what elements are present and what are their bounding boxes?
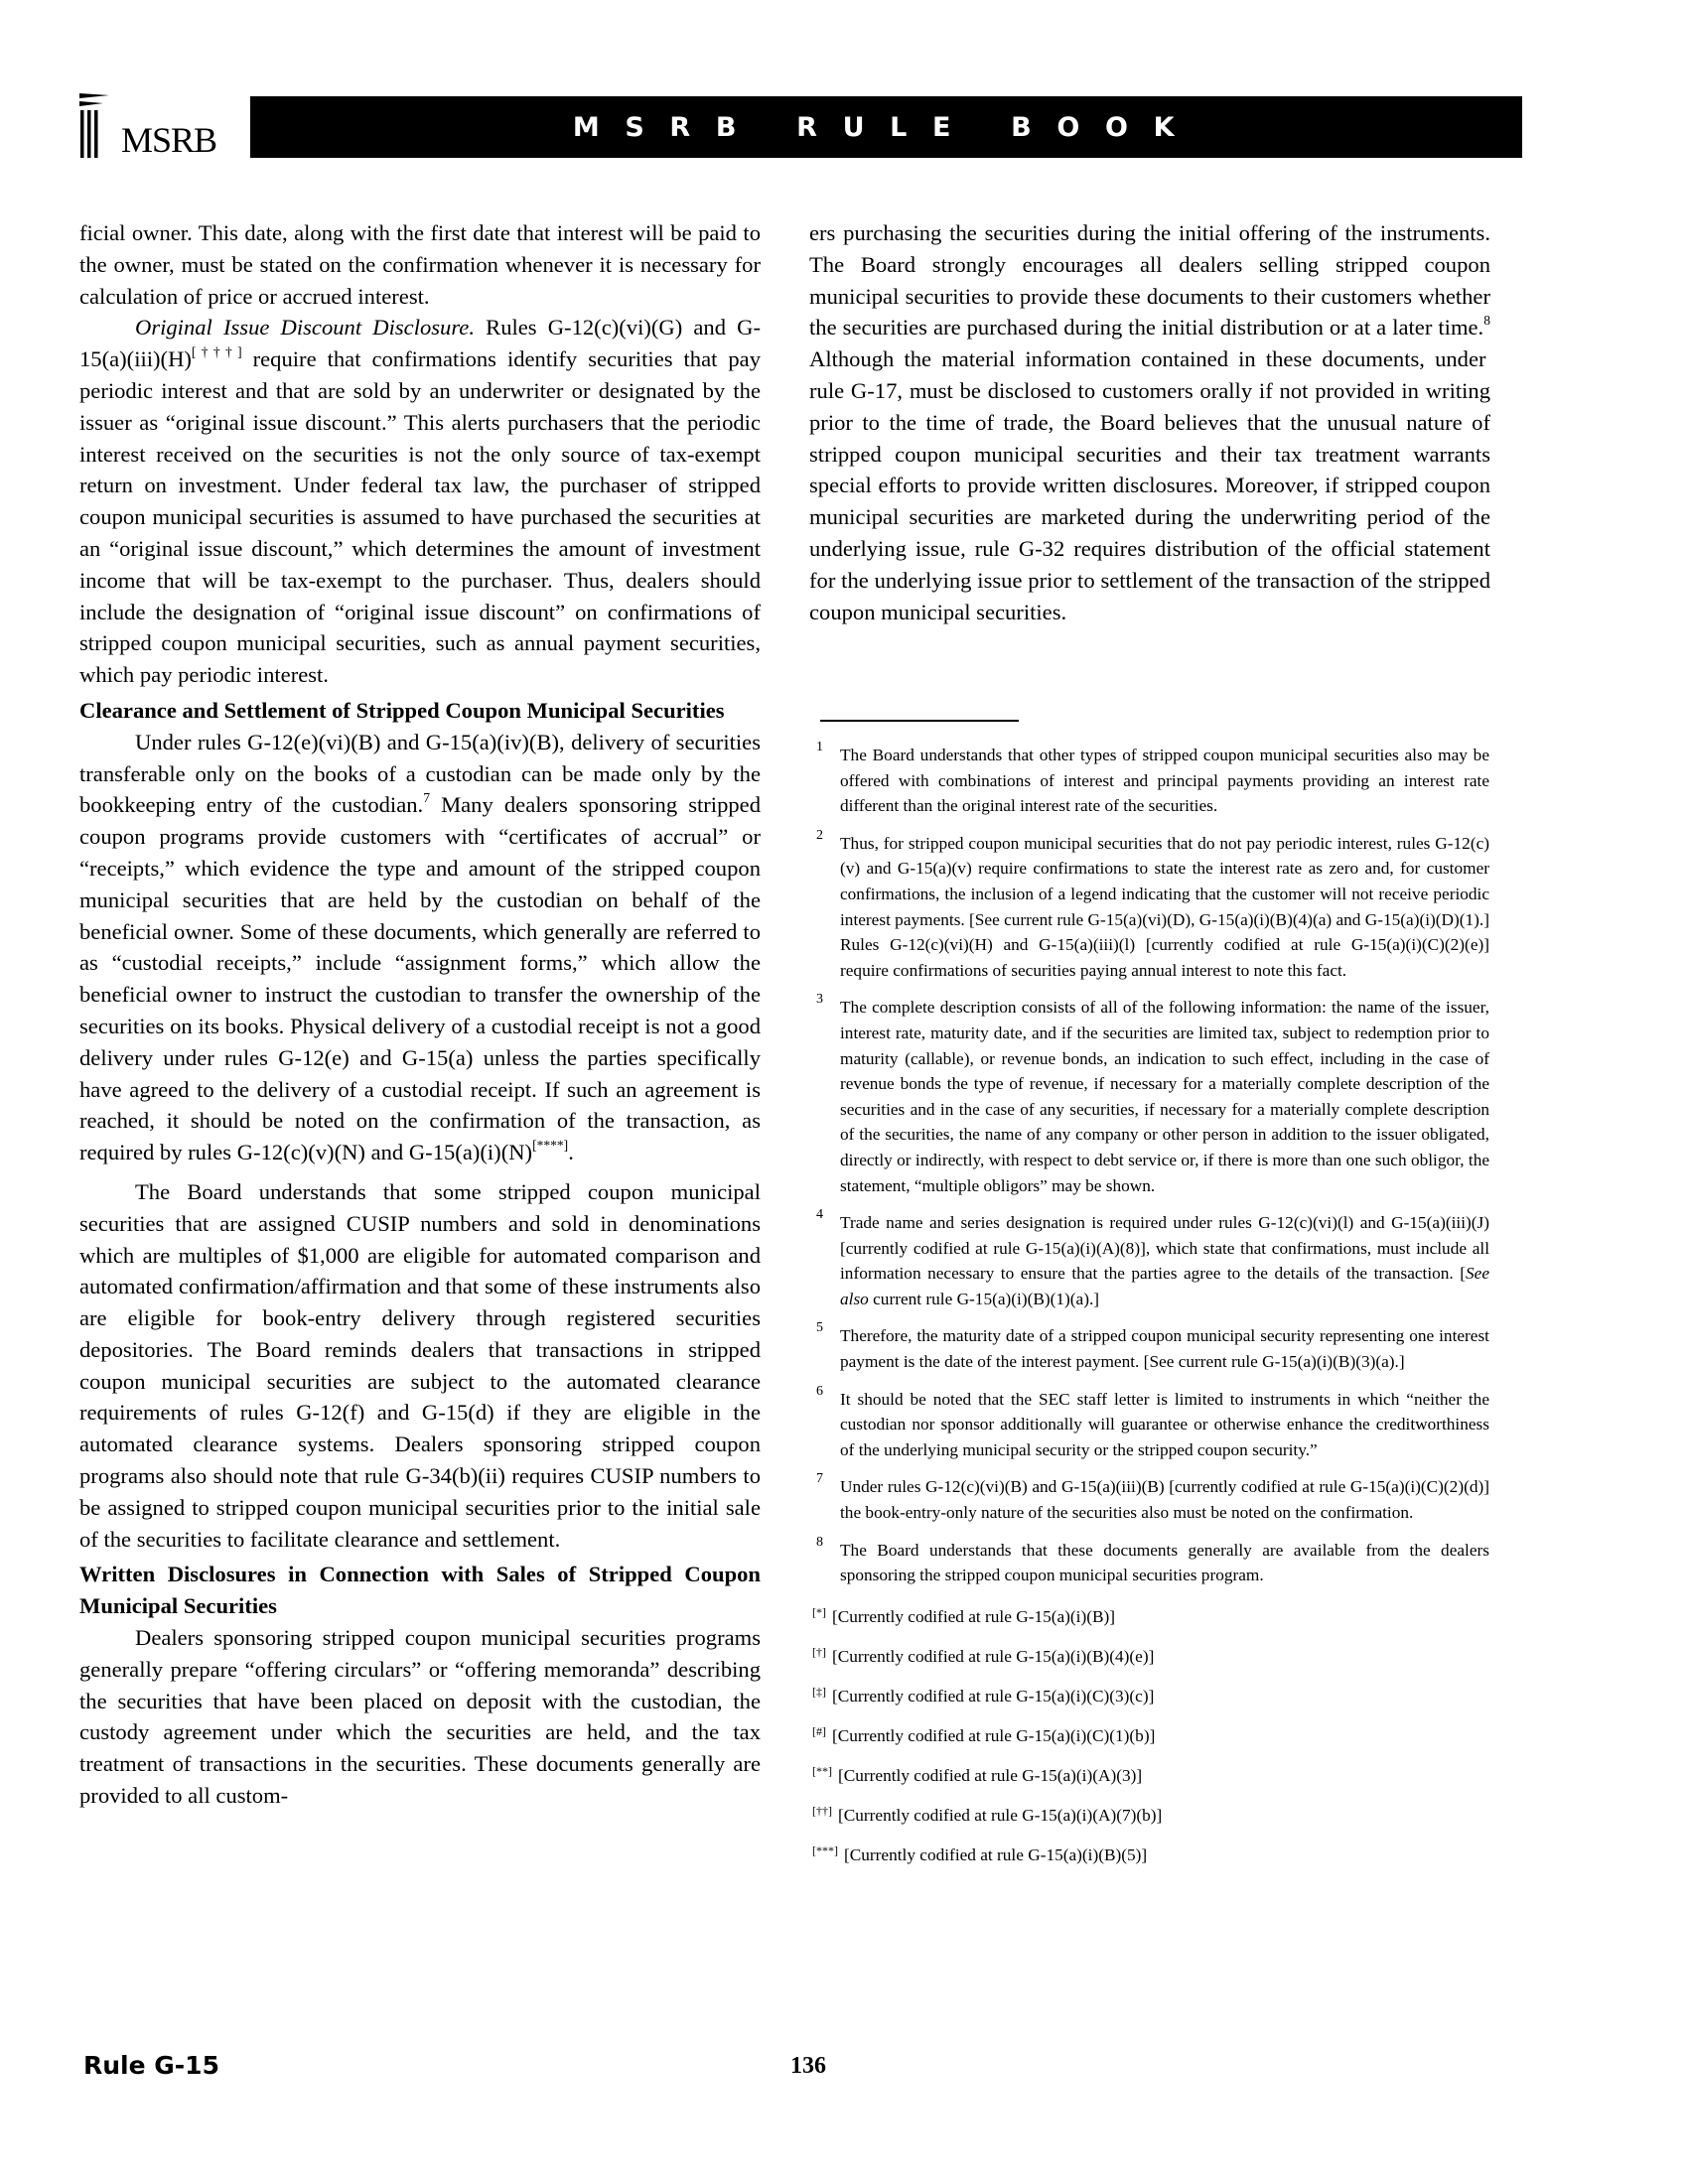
footnote-ref: 7 bbox=[423, 790, 430, 806]
footnote-number: 2 bbox=[816, 827, 823, 843]
right-column bbox=[809, 217, 1490, 627]
bracket-note bbox=[812, 1600, 1489, 1640]
text-run: Under rules G-12(c)(vi)(B) and G-15(a)(iii)(B) [currently codified at rule G-15(a)(i)(C)(2)(d)] the book-entry-only nature of the securities also must be noted on the confirmation. bbox=[840, 1477, 1489, 1523]
bracket-note-text: [Currently codified at rule G-15(a)(i)(C)(1)(b)] bbox=[832, 1725, 1156, 1745]
bracket-note-text: [Currently codified at rule G-15(a)(i)(A)(7)(b)] bbox=[838, 1805, 1163, 1825]
text-run: Many dealers sponsoring stripped coupon programs provide customers with “certificates of accrual” or “receipts,” which evidence the type and amount of the stripped coupon municipal securities that are held by the custodian on behalf of the beneficial owner. Some of these documents, which generally are referred to as “custodial receipts,” include “assignment forms,” which allow the beneficial owner to instruct the custodian to transfer the ownership of the securities on its books. Physical delivery of a custodial receipt is not a good delivery under rules G-12(e) and G-15(a) unless the parties specifically have agreed to the delivery of a custodial receipt. If such an agreement is reached, it should be noted on the confirmation of the transaction, as required by rules G-12(c)(v)(N) and G-15(a)(i)(N) bbox=[79, 792, 761, 1165]
italic-text: See also bbox=[840, 1264, 1489, 1308]
bracket-note bbox=[812, 1680, 1489, 1719]
text-run: Clearance and Settlement of Stripped Coupon Municipal Securities bbox=[79, 697, 725, 723]
section-heading bbox=[79, 695, 761, 727]
paragraph bbox=[809, 217, 1490, 627]
footnote bbox=[812, 1471, 1489, 1525]
text-run: ficial owner. This date, along with the first date that interest will be paid to the owner, must be stated on the confirmation whenever it is necessary for calculation of price or accrued interest. bbox=[79, 220, 761, 309]
text-run: Written Disclosures in Connection with Sales of Stripped Coupon Municipal Securities bbox=[79, 1562, 761, 1619]
bracket-note-text: [Currently codified at rule G-15(a)(i)(B)(4)(e)] bbox=[832, 1646, 1155, 1666]
bracket-note bbox=[812, 1839, 1489, 1878]
footnote-number: 5 bbox=[816, 1320, 823, 1336]
bracket-notes bbox=[812, 1600, 1489, 1878]
msrb-logo bbox=[77, 91, 246, 161]
text-run: Rules G-12(c)(vi)(G) and G-15(a)(iii)(H) bbox=[79, 315, 761, 372]
left-column bbox=[79, 217, 761, 1812]
text-run: The Board understands that some stripped coupon municipal securities that are assigned CUSIP numbers and sold in denominations which are multiples of $1,000 are eligible for automated comparison and automated confirmation/affirmation and that some of these instruments also are eligible for book-entry delivery through registered securities depositories. The Board reminds dealers that transactions in stripped coupon municipal securities are subject to the automated clearance requirements of rules G-12(f) and G-15(d) if they are eligible in the automated clearance systems. Dealers sponsoring stripped coupon programs also should note that rule G-34(b)(ii) requires CUSIP numbers to be assigned to stripped coupon municipal securities prior to the initial sale of the securities to facilitate clearance and settlement. bbox=[79, 1178, 761, 1552]
bracket-note-mark: [***] bbox=[812, 1843, 838, 1857]
footnote-ref: 8 bbox=[1483, 313, 1490, 329]
footnote bbox=[812, 740, 1489, 819]
banner-title: MSRB RULE BOOK bbox=[572, 111, 1200, 143]
text-run: Under rules G-12(e)(vi)(B) and G-15(a)(iv)(B), delivery of securities transferable only on the books of a custodian can be made only by the bookkeeping entry of the custodian. bbox=[79, 729, 761, 818]
bracket-note bbox=[812, 1719, 1489, 1759]
bracket-note bbox=[812, 1759, 1489, 1799]
section-heading bbox=[79, 1559, 761, 1622]
text-run: The complete description consists of all of the following information: the name of the issuer, interest rate, maturity date, and if the securities are limited tax, subject to redemption prior to maturity (callable), or revenue bonds, an indication to such effect, including in the case of revenue bonds the type of revenue, if necessary for a materially complete description of the securities and in the case of any securities, if necessary for a materially complete description of the securities, the name of any company or other person in addition to the issuer obligated, directly or indirectly, with respect to debt service or, if there is more than one such obligor, the statement, “multiple obligors” may be shown. bbox=[840, 998, 1489, 1195]
footnote bbox=[812, 992, 1489, 1198]
footnote-number: 8 bbox=[816, 1534, 823, 1550]
numbered-footnotes bbox=[812, 740, 1489, 1588]
footnote-divider bbox=[820, 720, 1019, 722]
text-run: . bbox=[568, 1140, 574, 1165]
bracket-note-mark: [*] bbox=[812, 1604, 826, 1619]
bracket-note-mark: [**] bbox=[812, 1763, 832, 1778]
bracket-note-mark: [†] bbox=[812, 1644, 826, 1659]
footnote bbox=[812, 1383, 1489, 1463]
bracket-note-text: [Currently codified at rule G-15(a)(i)(A)(3)] bbox=[838, 1765, 1143, 1785]
footnote-number: 4 bbox=[816, 1207, 823, 1223]
paragraph bbox=[79, 312, 761, 691]
paragraph bbox=[79, 727, 761, 1168]
footnote-number: 1 bbox=[816, 740, 823, 754]
text-run: Trade name and series designation is required under rules G-12(c)(vi)(l) and G-15(a)(iii)(J) [currently codified at rule G-15(a)(i)(A)(8)], which state that confirmations, must include all information necessary to ensure that the parties agree to the details of the transaction. [ bbox=[840, 1213, 1489, 1284]
bracket-note bbox=[812, 1640, 1489, 1680]
paragraph bbox=[79, 1176, 761, 1556]
text-run: Although the material information contained in these documents, under rule G-17, must be disclosed to customers orally if not provided in writing prior to the time of trade, the Board believes that the unusual nature of stripped coupon municipal securities and their tax treatment warrants special efforts to provide written disclosures. Moreover, if stripped coupon municipal securities are marketed during the underwriting period of the underlying issue, rule G-32 requires distribution of the official statement for the underlying issue prior to settlement of the transaction of the stripped coupon municipal securities. bbox=[809, 346, 1490, 624]
header-banner bbox=[250, 96, 1522, 158]
text-run: It should be noted that the SEC staff letter is limited to instruments in which “neither the custodian nor sponsor additionally will guarantee or otherwise enhance the creditworthiness of the underlying municipal security or the stripped coupon security.” bbox=[840, 1389, 1489, 1459]
footnote-number: 7 bbox=[816, 1471, 823, 1487]
logo-text: MSRB bbox=[121, 120, 217, 160]
bracket-note-text: [Currently codified at rule G-15(a)(i)(B)(5)] bbox=[844, 1844, 1148, 1864]
footnote-ref: [†††] bbox=[191, 344, 242, 360]
text-run: current rule G-15(a)(i)(B)(1)(a).] bbox=[868, 1289, 1100, 1308]
paragraph bbox=[79, 217, 761, 312]
text-run: require that confirmations identify securities that pay periodic interest and that are sold by an underwriter or designated by the issuer as “original issue discount.” This alerts purchasers that the periodic interest received on the securities is not the only source of tax-exempt return on investment. Under federal tax law, the purchaser of stripped coupon municipal securities is assumed to have purchased the securities at an “original issue discount,” which determines the amount of investment income that will be tax-exempt to the purchaser. Thus, dealers should include the designation of “original issue discount” on confirmations of stripped coupon municipal securities, such as annual payment securities, which pay periodic interest. bbox=[79, 346, 762, 688]
column-icon bbox=[77, 91, 121, 161]
text-run: Therefore, the maturity date of a stripped coupon municipal security representing one interest payment is the date of the interest payment. [See current rule G-15(a)(i)(B)(3)(a).] bbox=[840, 1326, 1489, 1372]
page-number: 136 bbox=[790, 2053, 826, 2079]
footnote-number: 3 bbox=[816, 992, 823, 1008]
footnote-number: 6 bbox=[816, 1383, 823, 1399]
bracket-note-mark: [‡] bbox=[812, 1684, 826, 1699]
footnote bbox=[812, 1320, 1489, 1374]
bracket-note-mark: [††] bbox=[812, 1803, 832, 1818]
footnote bbox=[812, 1534, 1489, 1588]
italic-text: Original Issue Discount Disclosure. bbox=[135, 315, 475, 341]
footer-rule-label: Rule G-15 bbox=[83, 2051, 219, 2080]
footnote-ref: [****] bbox=[532, 1137, 569, 1153]
text-run: The Board understands that other types of stripped coupon municipal securities also may be offered with combinations of interest and principal payments providing an interest rate different than the original interest rate of the securities. bbox=[840, 746, 1489, 816]
text-run: ers purchasing the securities during the initial offering of the instruments. The Board strongly encourages all dealers selling stripped coupon municipal securities to provide these documents to their customers whether the securities are purchased during the initial distribution or at a later time. bbox=[809, 220, 1490, 341]
bracket-note-text: [Currently codified at rule G-15(a)(i)(C)(3)(c)] bbox=[832, 1686, 1155, 1706]
text-run: The Board understands that these documents generally are available from the dealers sponsoring the stripped coupon municipal securities program. bbox=[840, 1540, 1489, 1585]
text-run: Dealers sponsoring stripped coupon municipal securities programs generally prepare “offering circulars” or “offering memoranda” describing the securities that have been placed on deposit with the custodian, the custody agreement under which the securities are held, and the tax treatment of transactions in the securities. These documents generally are provided to all custom- bbox=[79, 1625, 761, 1809]
paragraph bbox=[79, 1622, 761, 1812]
footnote bbox=[812, 1207, 1489, 1311]
footnote bbox=[812, 827, 1489, 984]
footnotes bbox=[812, 740, 1489, 1878]
bracket-note-text: [Currently codified at rule G-15(a)(i)(B)] bbox=[832, 1606, 1116, 1626]
text-run: Thus, for stripped coupon municipal securities that do not pay periodic interest, rules G-12(c)(v) and G-15(a)(v) require confirmations to state the interest rate as zero and, for customer confirmations, the inclusion of a legend indicating that the customer will not receive periodic interest payments. [See current rule G-15(a)(vi)(D), G-15(a)(i)(B)(4)(a) and G-15(a)(i)(D)(1).] Rules G-12(c)(vi)(H) and G-15(a)(iii)(l) [currently codified at rule G-15(a)(i)(C)(2)(e)] require confirmations of securities paying annual interest to note this fact. bbox=[840, 833, 1489, 980]
bracket-note bbox=[812, 1799, 1489, 1839]
bracket-note-mark: [#] bbox=[812, 1723, 826, 1738]
